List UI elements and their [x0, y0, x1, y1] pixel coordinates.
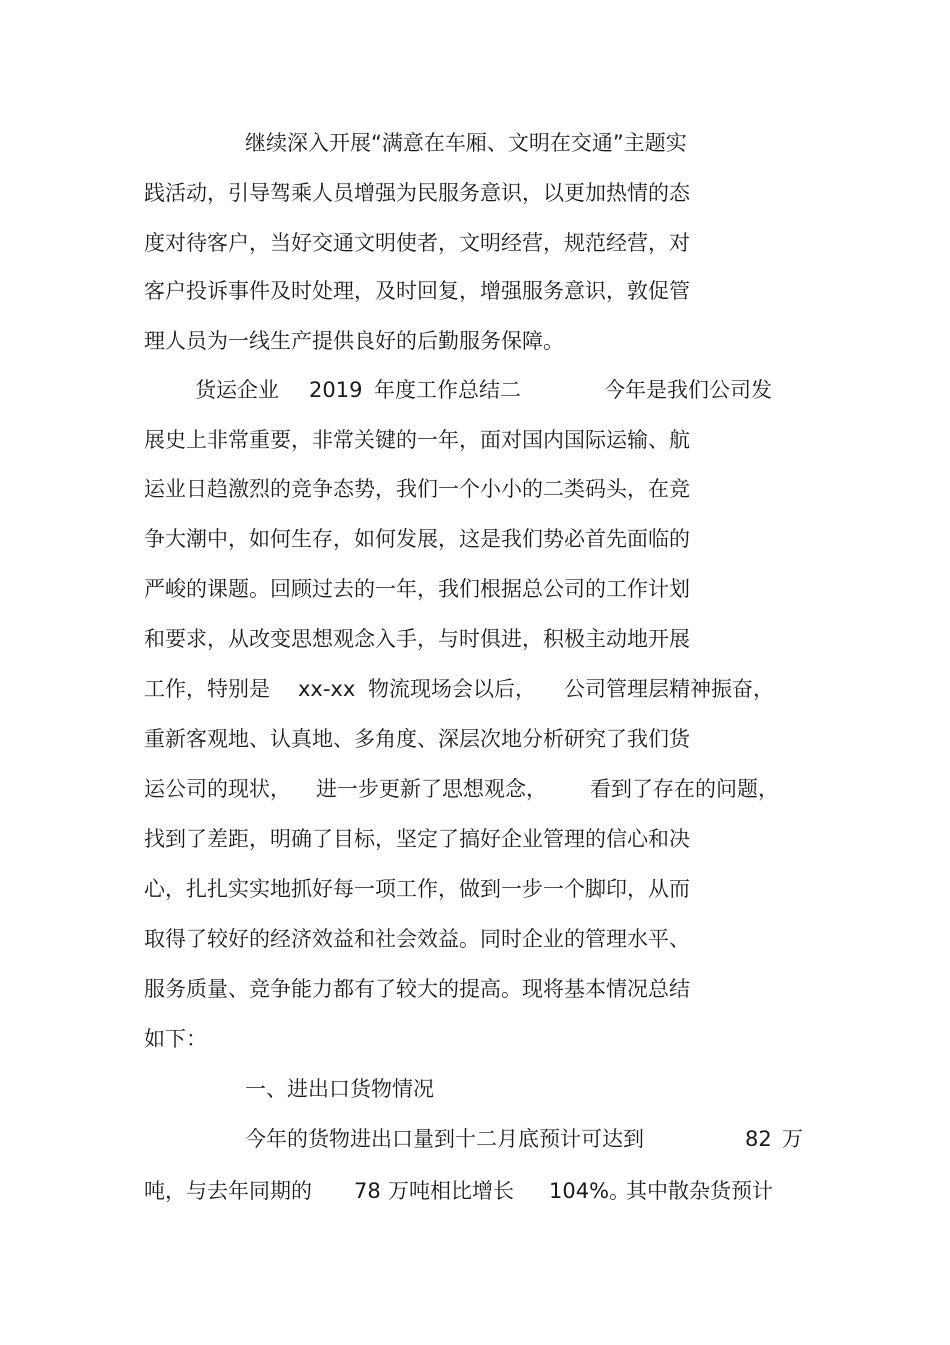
section-heading — [0, 1074, 950, 1104]
text-segment: 展史上非常重要，非常关键的一年，面对国内国际运输、航 — [144, 428, 690, 452]
text-line — [0, 574, 950, 604]
text-segment: 看到了存在的问题， — [590, 777, 779, 801]
text-segment: 公司管理层精神振奋， — [564, 677, 774, 701]
text-segment: 严峻的课题。回顾过去的一年，我们根据总公司的工作计划 — [144, 577, 690, 601]
text-segment: 运公司的现状， — [144, 777, 291, 801]
text-line — [0, 524, 950, 554]
text-segment: 万吨相比增长 — [388, 1179, 514, 1203]
text-line — [0, 874, 950, 904]
text-line — [0, 674, 950, 704]
text-segment: 客户投诉事件及时处理，及时回复，增强服务意识，敦促管 — [144, 279, 690, 303]
text-line — [0, 474, 950, 504]
text-segment: 继续深入开展“满意在车厢、文明在交通”主题实 — [245, 131, 687, 155]
text-segment: 今年是我们公司发 — [604, 378, 772, 402]
text-line — [0, 276, 950, 306]
text-line — [0, 624, 950, 654]
text-line — [0, 724, 950, 754]
text-segment: 和要求，从改变思想观念入手，与时俱进，积极主动地开展 — [144, 627, 690, 651]
text-segment: 理人员为一线生产提供良好的后勤服务保障。 — [144, 329, 564, 353]
text-segment: 运业日趋激烈的竞争态势，我们一个小小的二类码头，在竞 — [144, 477, 690, 501]
text-segment: 104%。 — [549, 1179, 631, 1203]
text-segment: 重新客观地、认真地、多角度、深层次地分析研究了我们货 — [144, 727, 690, 751]
text-line — [0, 974, 950, 1004]
text-segment: 2019 — [309, 378, 363, 402]
text-segment: 其中散杂货预计 — [626, 1179, 773, 1203]
text-line — [0, 924, 950, 954]
text-segment: 度对待客户，当好交通文明使者，文明经营，规范经营，对 — [144, 231, 690, 255]
text-segment: xx-xx — [298, 677, 356, 701]
text-line — [0, 178, 950, 208]
text-line — [0, 824, 950, 854]
text-segment: 货运企业 — [195, 378, 279, 402]
text-segment: 取得了较好的经济效益和社会效益。同时企业的管理水平、 — [144, 927, 690, 951]
text-segment: 找到了差距，明确了目标，坚定了搞好企业管理的信心和决 — [144, 827, 690, 851]
text-segment: 年度工作总结二 — [374, 378, 521, 402]
text-segment: 物流现场会以后， — [368, 677, 536, 701]
text-segment: 今年的货物进出口量到十二月底预计可达到 — [245, 1127, 644, 1151]
text-segment: 践活动，引导驾乘人员增强为民服务意识，以更加热情的态 — [144, 181, 690, 205]
text-line — [0, 1024, 950, 1054]
text-segment: 服务质量、竞争能力都有了较大的提高。现将基本情况总结 — [144, 977, 690, 1001]
text-segment: 一、进出口货物情况 — [245, 1077, 434, 1101]
text-segment: 争大潮中，如何生存，如何发展，这是我们势必首先面临的 — [144, 527, 690, 551]
text-segment: 如下： — [144, 1027, 207, 1051]
text-line — [0, 1176, 950, 1206]
text-line — [0, 326, 950, 356]
text-segment: 82 — [745, 1127, 772, 1151]
text-segment: 心，扎扎实实地抓好每一项工作，做到一步一个脚印，从而 — [144, 877, 690, 901]
text-segment: 78 — [354, 1179, 381, 1203]
text-segment: 工作，特别是 — [144, 677, 270, 701]
text-line — [0, 425, 950, 455]
text-line — [0, 1124, 950, 1154]
text-line — [0, 375, 950, 405]
text-segment: 进一步更新了思想观念， — [316, 777, 547, 801]
text-line — [0, 228, 950, 258]
text-segment: 吨，与去年同期的 — [144, 1179, 312, 1203]
text-line — [0, 774, 950, 804]
text-line — [0, 128, 950, 158]
text-segment: 万 — [782, 1127, 803, 1151]
